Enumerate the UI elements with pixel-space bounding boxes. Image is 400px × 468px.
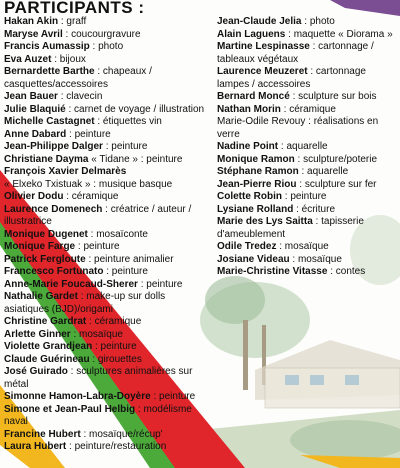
participant-name: Josiane Videau — [217, 253, 290, 265]
participant-entry — [217, 154, 397, 167]
participant-activity: : peinture — [66, 128, 111, 140]
participant-name: Christine Gardrat — [4, 316, 87, 327]
participant-name: Jean Bauer — [4, 91, 58, 102]
participant-activity: « Tidane » : peinture — [88, 153, 183, 165]
participant-entry — [4, 91, 209, 104]
participant-name: François Xavier Delmarès — [4, 166, 127, 177]
participant-entry — [217, 266, 397, 279]
participant-name: Maryse Avril — [4, 28, 63, 40]
participant-activity: : make-up sur dolls asiatiques (BJD)/origami — [4, 291, 166, 315]
participant-name: Arlette Ginner — [4, 328, 71, 340]
participant-entry — [217, 191, 397, 204]
participant-entry — [217, 16, 397, 29]
participant-activity: : céramique — [63, 191, 119, 202]
participant-entry — [4, 166, 209, 179]
participant-entry — [4, 241, 209, 254]
participant-activity: : chapeaux / casquettes/accessoires — [4, 66, 152, 90]
participant-entry — [217, 241, 397, 254]
participant-entry — [217, 179, 397, 192]
participant-activity: : sculpture sur bois — [289, 91, 377, 102]
participant-activity: : peinture — [92, 341, 137, 352]
participant-entry — [217, 104, 397, 117]
participant-entry — [217, 166, 397, 179]
participant-name: Monique Farge — [4, 241, 76, 252]
participants-left-column — [4, 16, 209, 454]
purple-corner-shape — [330, 0, 400, 16]
participant-activity: : peinture — [137, 278, 183, 290]
participant-entry — [4, 104, 209, 117]
participant-name: Martine Lespinasse — [217, 41, 310, 52]
participant-name: Simonne Hamon-Labra-Doyère — [4, 391, 151, 402]
participant-name: Bernardette Barthe — [4, 66, 95, 77]
participant-activity: Marie-Odile Revouy : réalisations en verre — [217, 116, 379, 140]
participant-name: José Guirado — [4, 366, 68, 377]
participant-name: Violette Grandjean — [4, 341, 93, 352]
participant-name: Hakan Akin — [4, 16, 59, 27]
participant-activity: : sculptures animalières sur métal — [4, 366, 193, 390]
participant-entry — [217, 254, 397, 267]
participant-name: Francine Hubert — [4, 428, 81, 440]
participant-activity: « Elxeko Txistuak » : musique basque — [4, 178, 173, 190]
participant-entry — [4, 129, 209, 142]
participant-activity: : écriture — [293, 203, 336, 215]
participant-activity: : peinture/restauration — [66, 441, 167, 452]
participant-entry — [4, 204, 209, 229]
participant-entry — [4, 229, 209, 242]
participant-activity: : mosaïque — [289, 253, 342, 265]
participant-entry — [4, 116, 209, 129]
participant-name: Julie Blaquié — [4, 103, 66, 115]
participant-activity: : céramique — [280, 103, 336, 115]
participant-activity: : peinture — [75, 241, 120, 252]
participant-name: Lysiane Rolland — [217, 203, 294, 215]
participant-activity: : contes — [327, 266, 366, 277]
participant-activity: : sculpture/poterie — [294, 153, 378, 165]
participant-name: Francis Aumassip — [4, 41, 90, 52]
participant-name: Marie-Christine Vitasse — [217, 266, 328, 277]
participant-entry — [217, 204, 397, 217]
participant-entry — [217, 29, 397, 42]
participant-name: Laura Hubert — [4, 441, 67, 452]
participant-entry — [4, 279, 209, 292]
participant-name: Nadine Point — [217, 141, 279, 152]
participant-activity: : mosaïque/récup' — [80, 428, 163, 440]
participant-entry — [4, 266, 209, 279]
participant-name: Alain Laguens — [217, 28, 286, 40]
participant-name: Stéphane Ramon — [217, 166, 299, 177]
participant-entry — [4, 179, 209, 192]
participant-activity: : cartonnage / tableaux végétaux — [217, 41, 374, 65]
participant-entry — [4, 329, 209, 342]
participant-name: Colette Robin — [217, 191, 282, 202]
participant-activity: : clavecin — [57, 91, 103, 102]
participant-activity: : peinture animalier — [85, 253, 174, 265]
participant-name: Laurence Meuzeret — [217, 66, 308, 77]
participant-name: Nathalie Gardet — [4, 291, 78, 302]
participant-name: Monique Dugenet — [4, 228, 88, 240]
participant-activity: : peinture — [282, 191, 327, 202]
participant-activity: : céramique — [86, 316, 142, 327]
participant-activity: : coucourgravure — [62, 28, 141, 40]
participant-activity: : graff — [58, 16, 87, 27]
participant-activity: : bijoux — [51, 53, 86, 65]
page-title: PARTICIPANTS : — [4, 0, 145, 17]
participant-name: Patrick Fergloute — [4, 253, 86, 265]
participant-entry — [4, 141, 209, 154]
participant-entry — [4, 354, 209, 367]
participant-entry — [4, 54, 209, 67]
participant-activity: : créatrice / auteur / illustratrice — [4, 203, 192, 227]
participant-activity: : peinture — [150, 391, 196, 402]
participant-entry — [4, 16, 209, 29]
participant-name: Olivier Dodu — [4, 191, 64, 202]
participant-entry — [217, 66, 397, 91]
participant-entry — [4, 254, 209, 267]
participant-name: Monique Ramon — [217, 153, 295, 165]
participant-activity: : aquarelle — [278, 141, 328, 152]
participant-activity: : mosaïque — [70, 328, 123, 340]
participant-entry — [4, 316, 209, 329]
participant-activity: : girouettes — [89, 353, 142, 365]
participant-name: Eva Auzet — [4, 53, 52, 65]
participant-activity: : cartonnage lampes / accessoires — [217, 66, 366, 90]
participant-name: Michelle Castagnet — [4, 116, 95, 127]
participant-name: Simone et Jean-Paul Helbig — [4, 403, 136, 415]
participant-entry — [217, 216, 397, 241]
participant-activity: : aquarelle — [298, 166, 349, 177]
participant-entry — [4, 429, 209, 442]
participant-name: Jean-Claude Jelia — [217, 16, 302, 27]
participant-entry — [4, 404, 209, 429]
participant-entry — [4, 441, 209, 454]
participant-entry — [4, 341, 209, 354]
participant-entry — [217, 116, 397, 141]
participant-activity: : mosaïconte — [87, 228, 148, 240]
participants-right-column — [217, 16, 397, 279]
participant-name: Francesco Fortunato — [4, 266, 104, 277]
participant-entry — [4, 391, 209, 404]
participant-activity: : photo — [301, 16, 335, 27]
participant-name: Jean-Pierre Riou — [217, 178, 297, 190]
participant-activity: : photo — [89, 41, 124, 52]
participant-name: Odile Tredez — [217, 241, 277, 252]
participant-name: Nathan Morin — [217, 103, 281, 115]
participant-activity: : sculpture sur fer — [296, 178, 377, 190]
participant-activity: : mosaïque — [276, 241, 329, 252]
participant-entry — [4, 291, 209, 316]
participant-activity: : peinture — [102, 141, 148, 152]
participant-name: Anne Dabard — [4, 128, 67, 140]
participant-entry — [4, 41, 209, 54]
participant-entry — [217, 91, 397, 104]
participant-name: Bernard Moncé — [217, 91, 290, 102]
participant-entry — [4, 29, 209, 42]
participant-entry — [4, 154, 209, 167]
participant-name: Marie des Lys Saitta — [217, 216, 313, 227]
participant-activity: : modélisme naval — [4, 403, 192, 427]
participant-name: Laurence Domenech — [4, 203, 103, 215]
participant-entry — [217, 141, 397, 154]
participant-name: Anne-Marie Foucaud-Sherer — [4, 278, 138, 290]
participant-name: Jean-Philippe Dalger — [4, 141, 103, 152]
participant-activity: : peinture — [103, 266, 148, 277]
participant-activity: : tapisserie d'ameublement — [217, 216, 364, 240]
participant-activity: : carnet de voyage / illustration — [65, 103, 205, 115]
participant-entry — [4, 66, 209, 91]
participant-name: Claude Guérineau — [4, 353, 90, 365]
participant-activity: : maquette « Diorama » — [285, 28, 393, 40]
participant-entry — [4, 366, 209, 391]
participant-name: Christiane Dayma — [4, 153, 89, 165]
participant-entry — [4, 191, 209, 204]
participant-activity: : étiquettes vin — [94, 116, 162, 127]
participant-entry — [217, 41, 397, 66]
